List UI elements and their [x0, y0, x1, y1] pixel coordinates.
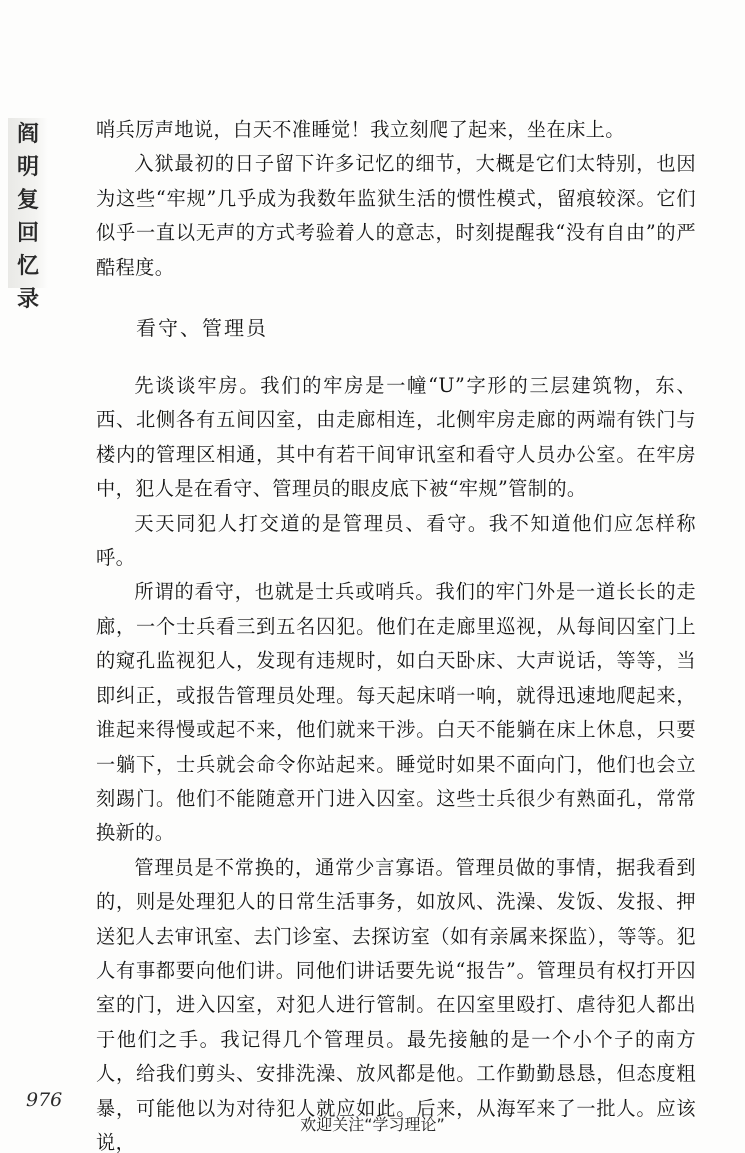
paragraph: 管理员是不常换的，通常少言寡语。管理员做的事情，据我看到的，则是处理犯人的日常生活事务，如放风、洗澡、发饭、发报、押送犯人去审讯室、去门诊室、去探访室（如有亲属来探监），等等。犯人有事都要向他们讲。同他们讲话要先说“报告”。管理员有权打开囚室的门，进入囚室，对犯人进行管制。在囚室里殴打、虐待犯人都出于他们之手。我记得几个管理员。最先接触的是一个小个子的南方人，给我们剪头、安排洗澡、放风都是他。工作勤勤恳恳，但态度粗暴，可能他以为对待犯人就应如此。后来，从海军来了一批人。应该说，	[96, 855, 696, 1153]
paragraph: 入狱最初的日子留下许多记忆的细节，大概是它们太特别，也因为这些“牢规”几乎成为我数年监狱生活的惯性模式，留痕较深。它们似乎一直以无声的方式考验着人的意志，时刻提醒我“没有自由”的严酷程度。	[96, 152, 696, 279]
running-title-char: 明	[16, 154, 39, 180]
running-title-char: 忆	[16, 253, 39, 279]
paragraph: 先谈谈牢房。我们的牢房是一幢“U”字形的三层建筑物，东、西、北侧各有五间囚室，由走廊相连，北侧牢房走廊的两端有铁门与楼内的管理区相通，其中有若干间审讯室和看守人员办公室。在牢房中，犯人是在看守、管理员的眼皮底下被“牢规”管制的。	[96, 374, 696, 501]
page-number: 976	[26, 1089, 63, 1111]
running-title-char: 录	[16, 286, 39, 312]
page-text-body	[96, 113, 696, 1153]
running-title-char: 回	[16, 220, 39, 246]
section-heading: 看守、管理员	[136, 316, 268, 341]
running-title-vertical	[8, 118, 48, 312]
running-title-char: 复	[16, 187, 39, 213]
running-title-char: 阎	[16, 121, 39, 147]
paragraph: 天天同犯人打交道的是管理员、看守。我不知道他们应怎样称呼。	[96, 511, 696, 570]
paragraph: 所谓的看守，也就是士兵或哨兵。我们的牢门外是一道长长的走廊，一个士兵看三到五名囚犯。他们在走廊里巡视，从每间囚室门上的窥孔监视犯人，发现有违规时，如白天卧床、大声说话，等等，当即纠正，或报告管理员处理。每天起床哨一响，就得迅速地爬起来，谁起来得慢或起不来，他们就来干涉。白天不能躺在床上休息，只要一躺下，士兵就会命令你站起来。睡觉时如果不面向门，他们也会立刻踢门。他们不能随意开门进入囚室。这些士兵很少有熟面孔，常常换新的。	[96, 580, 696, 845]
paragraph-continued: 哨兵厉声地说，白天不准睡觉！我立刻爬了起来，坐在床上。	[96, 118, 625, 141]
footer-note: 欢迎关注“学习理论”	[300, 1115, 445, 1134]
